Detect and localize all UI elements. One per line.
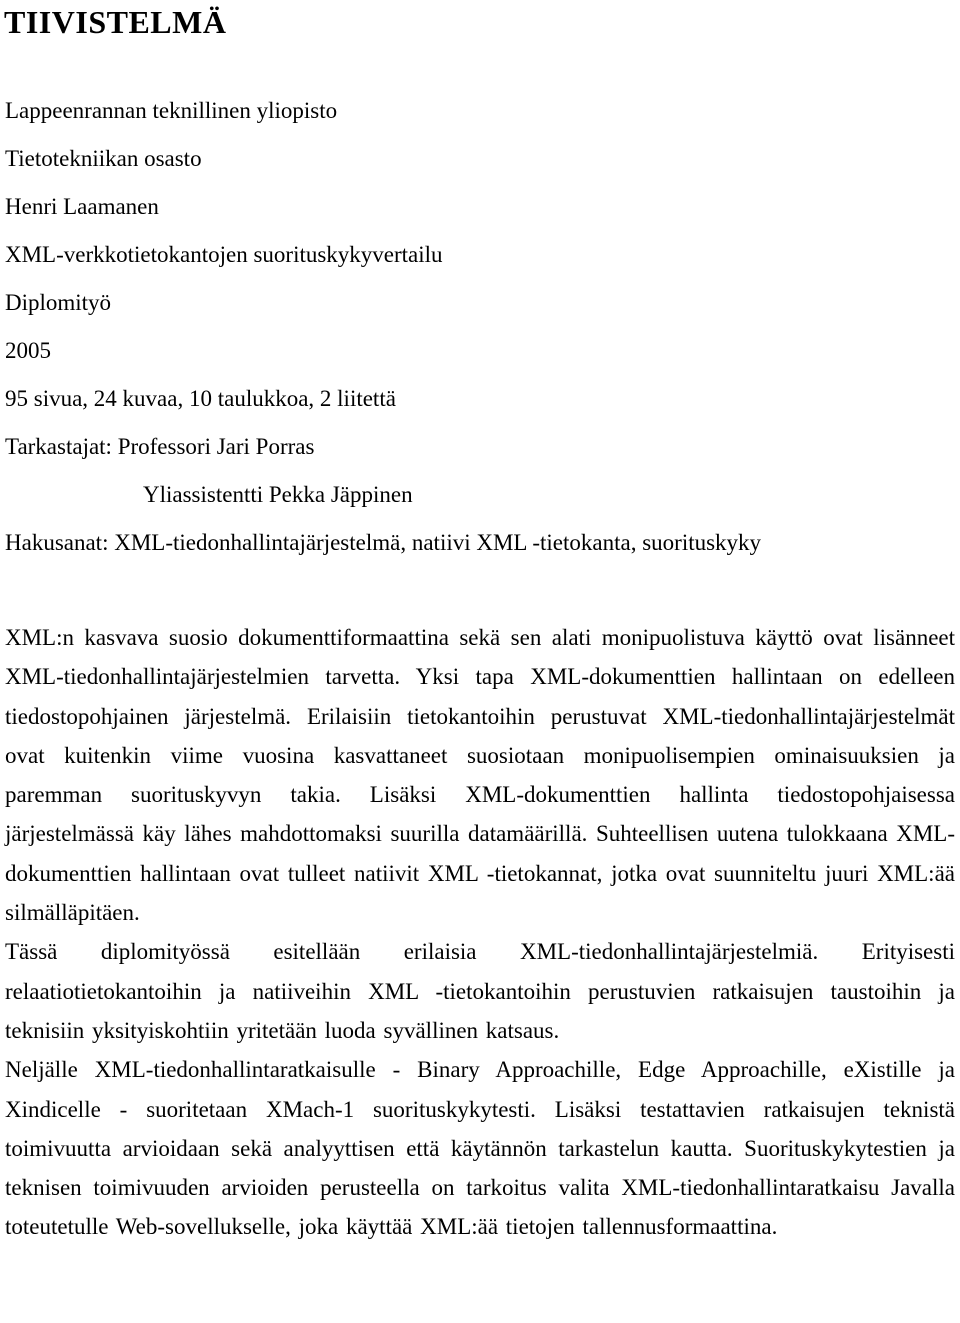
- author-line: Henri Laamanen: [5, 194, 159, 219]
- abstract-body: [5, 618, 955, 1247]
- abstract-paragraph-1: XML:n kasvava suosio dokumenttiformaattina sekä sen alati monipuolistuva käyttö ovat lisänneet XML-tiedonhallintajärjestelmien tarvetta. Yksi tapa XML-dokumenttien hallintaan on edelleen tiedostopohjainen järjestelmä. Erilaisiin tietokantoihin perustuvat XML-tiedonhallintajärjestelmät ovat kuitenkin viime vuosina kasvattaneet suosiotaan monipuolisempien ominaisuuksien ja paremman suorituskyvyn takia. Lisäksi XML-dokumenttien hallinta tiedostopohjaisessa järjestelmässä käy lähes mahdottomaksi suurilla datamäärillä. Suhteellisen uutena tulokkaana XML-dokumenttien hallintaan ovat tulleet natiivit XML -tietokannat, jotka ovat suunniteltu juuri XML:ää silmälläpitäen.: [5, 625, 955, 926]
- department-line: Tietotekniikan osasto: [5, 146, 202, 171]
- abstract-paragraph-3: Neljälle XML-tiedonhallintaratkaisulle - Binary Approachille, Edge Approachille, eXistille ja Xindicelle - suoritetaan XMach-1 suorituskykytesti. Lisäksi testattavien ratkaisujen teknistä toimivuutta arvioidaan sekä analyyttisen että käytännön tarkastelun kautta. Suorituskykytestien ja teknisen toimivuuden arvioiden perusteella on tarkoitus valita XML-tiedonhallintaratkaisu Javalla toteutetulle Web-sovellukselle, joka käyttää XML:ää tietojen tallennusformaattina.: [5, 1057, 955, 1240]
- abstract-paragraph-2: Tässä diplomityössä esitellään erilaisia XML-tiedonhallintajärjestelmiä. Erityisesti relaatiotietokantoihin ja natiiveihin XML -tietokantoihin perustuvien ratkaisujen taustoihin ja teknisiin yksityiskohtiin yritetään luoda syvällinen katsaus.: [5, 939, 955, 1043]
- keywords-line: Hakusanat: XML-tiedonhallintajärjestelmä, natiivi XML -tietokanta, suorituskyky: [5, 530, 762, 555]
- year-line: 2005: [5, 338, 51, 363]
- thesis-title-line: XML-verkkotietokantojen suorituskykyvertailu: [5, 242, 443, 267]
- page-title: TIIVISTELMÄ: [4, 4, 227, 40]
- extent-line: 95 sivua, 24 kuvaa, 10 taulukkoa, 2 liitettä: [5, 386, 396, 411]
- second-examiner-line: Yliassistentti Pekka Jäppinen: [143, 482, 413, 507]
- examiners-line: Tarkastajat: Professori Jari Porras: [5, 434, 315, 459]
- thesis-metadata: [5, 87, 955, 567]
- thesis-type-line: Diplomityö: [5, 290, 112, 315]
- university-line: Lappeenrannan teknillinen yliopisto: [5, 98, 338, 123]
